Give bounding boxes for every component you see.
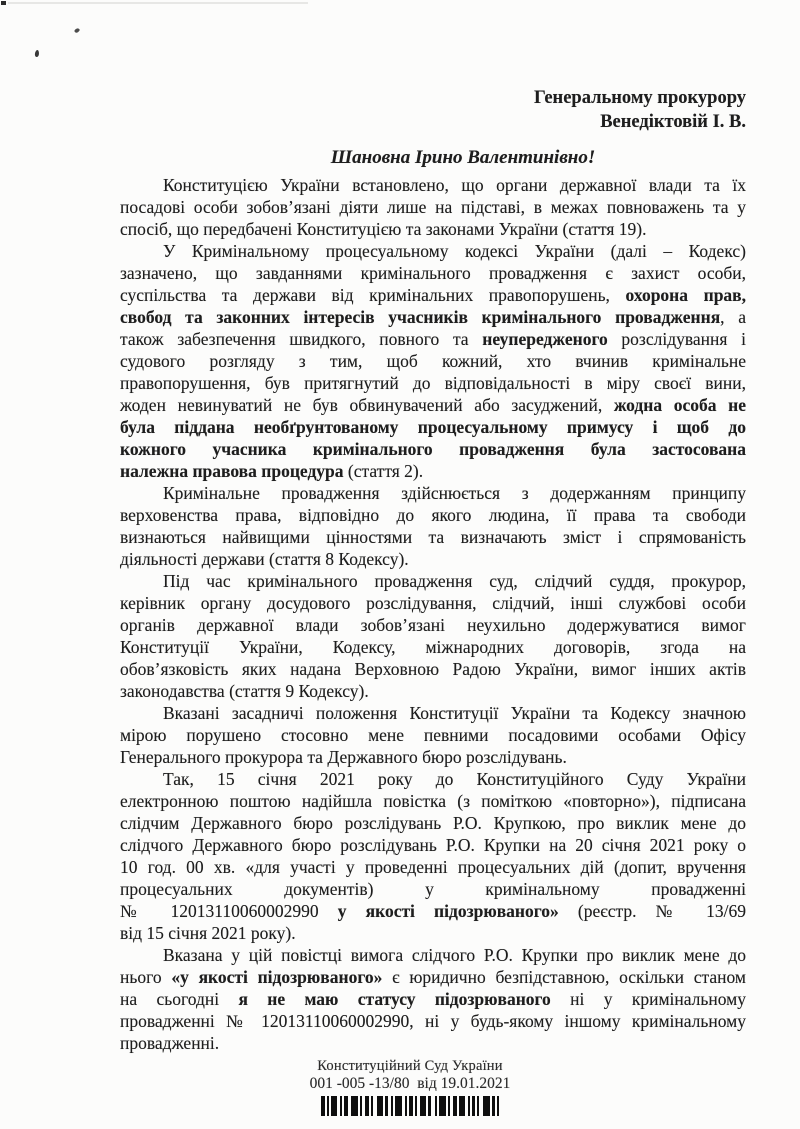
- text-line: обов’язковість яких надана Верховною Радою України, вимог інших актів: [120, 659, 746, 679]
- text-line: належна правова процедура (стаття 2).: [120, 461, 424, 481]
- text-line: спосіб, що передбачені Конституцією та законами України (стаття 19).: [120, 219, 647, 239]
- text-line: суспільства та держави від кримінальних правопорушень, охорона прав,: [120, 285, 747, 305]
- text-line: на сьогодні я не маю статусу підозрюваного ні у кримінальному: [120, 989, 746, 1009]
- text-line: У Кримінальному процесуальному кодексі України (далі – Кодекс): [163, 241, 746, 261]
- text-line: Конституції України, Кодексу, міжнародних договорів, згода на: [120, 637, 746, 657]
- text-line: Так, 15 січня 2021 року до Конституційного Суду України: [163, 769, 746, 789]
- text-line: № 12013110060002990 у якості підозрюваного» (реєстр. № 13/69: [120, 901, 746, 921]
- recipient-name: Венедіктовій І. В.: [600, 112, 746, 132]
- text-line: слідчого Державного бюро розслідувань Р.О. Крупки на 20 січня 2021 року о: [120, 835, 746, 855]
- document-paragraphs: [120, 174, 746, 1054]
- text-line: процесуальних документів) у кримінальному провадженні: [120, 879, 746, 899]
- text-line: також забезпечення швидкого, повного та неупередженого розслідування і: [120, 329, 746, 349]
- scan-artifact-speck: [35, 50, 40, 57]
- text-line: кожного учасника кримінального провадження була застосована: [120, 439, 746, 459]
- stamp-court-name: Конституційний Суд України: [317, 1058, 503, 1074]
- text-line: провадженні № 12013110060002990, ні у будь-якому іншому кримінальному: [120, 1011, 746, 1031]
- text-line: мірою порушено стосовно мене певними посадовими особами Офісу: [120, 725, 746, 745]
- stamp-registration-number: 001 -005 -13/80 від 19.01.2021: [309, 1075, 511, 1092]
- scan-artifact-topline: [8, 2, 308, 4]
- recipient-title: Генеральному прокурору: [533, 88, 746, 108]
- text-line: Вказана у цій повістці вимога слідчого Р.О. Крупки про виклик мене до: [163, 945, 746, 965]
- text-line: свобод та законних інтересів учасників кримінального провадження, а: [120, 307, 746, 327]
- text-line: органів державної влади зобов’язані неухильно додержуватися вимог: [120, 615, 746, 635]
- text-line: жоден невинуватий не був обвинувачений або засуджений, жодна особа не: [120, 395, 746, 415]
- text-line: провадженні.: [120, 1033, 220, 1053]
- scan-artifact-speck: [74, 27, 80, 33]
- text-line: Кримінальне провадження здійснюється з додержанням принципу: [163, 483, 746, 503]
- text-line: 10 год. 00 хв. «для участі у проведенні процесуальних дій (допит, вручення: [120, 857, 746, 877]
- barcode-image: [300, 1096, 520, 1116]
- text-line: зазначено, що завданнями кримінального провадження є захист особи,: [120, 263, 746, 283]
- text-line: верховенства права, відповідно до якого людина, її права та свободи: [120, 505, 746, 525]
- salutation: Шановна Ірино Валентинівно!: [330, 147, 596, 168]
- registration-stamp: [300, 1058, 520, 1116]
- text-line: Вказані засадничі положення Конституції України та Кодексу значною: [163, 703, 746, 723]
- text-line: посадові особи зобов’язані діяти лише на підставі, в межах повноважень та у: [120, 197, 746, 217]
- text-line: нього «у якості підозрюваного» є юридично безпідставною, оскільки станом: [120, 967, 746, 987]
- text-line: законодавства (стаття 9 Кодексу).: [120, 681, 369, 701]
- text-line: Генерального прокурора та Державного бюро розслідувань.: [120, 747, 567, 767]
- text-line: діяльності держави (стаття 8 Кодексу).: [120, 549, 409, 569]
- text-line: була піддана необґрунтованому процесуальному примусу і щоб до: [120, 417, 746, 437]
- text-line: судового розгляду з тим, щоб кожний, хто вчинив кримінальне: [120, 351, 746, 371]
- text-line: слідчим Державного бюро розслідувань Р.О. Крупкою, про виклик мене до: [120, 813, 746, 833]
- text-line: від 15 січня 2021 року).: [120, 923, 296, 943]
- text-line: Під час кримінального провадження суд, слідчий суддя, прокурор,: [163, 571, 746, 591]
- text-line: електронною поштою надійшла повістка (з поміткою «повторно»), підписана: [120, 791, 746, 811]
- text-line: визнаються найвищими цінностями та визначають зміст і спрямованість: [120, 527, 746, 547]
- recipient-block: [534, 86, 746, 134]
- text-line: Конституцією України встановлено, що органи державної влади та їх: [163, 175, 746, 195]
- scan-artifact-corner: [1, 1, 6, 5]
- text-line: керівник органу досудового розслідування, слідчий, інші службові особи: [120, 593, 746, 613]
- text-line: правопорушення, був притягнутий до відповідальності в міру своєї вини,: [120, 373, 746, 393]
